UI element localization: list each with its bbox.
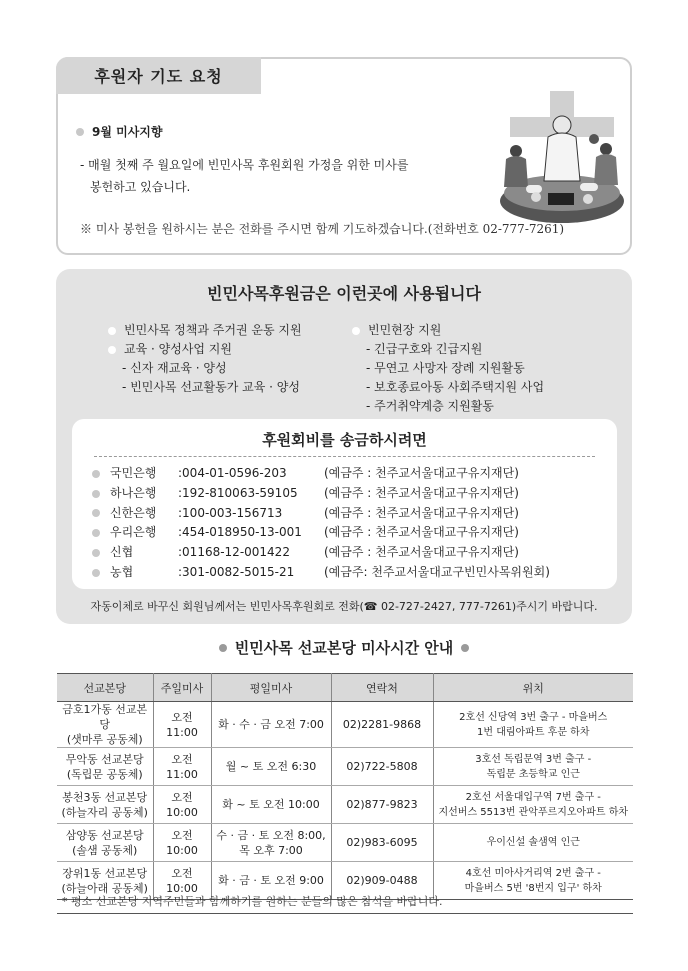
contact-cell: 02)722-5808 <box>331 748 433 786</box>
location-line: 2호선 신당역 3번 출구 - 마을버스 <box>459 711 608 723</box>
account-holder: (예금주 : 천주교서울대교구유지재단) <box>324 545 519 560</box>
parish-name: 삼양동 선교본당 <box>65 828 144 842</box>
usage-item <box>352 321 544 340</box>
account-number: :301-0082-5015-21 <box>178 564 295 579</box>
prayer-heading-text: 9월 미사지향 <box>92 125 163 139</box>
sunday-period: 오전 <box>171 710 193 724</box>
sunday-mass-cell <box>153 824 211 862</box>
prayer-note: ※ 미사 봉헌을 원하시는 분은 전화를 주시면 함께 기도하겠습니다.(전화번호 02-777-7261) <box>80 222 565 236</box>
schedule-title-text: 빈민사목 선교본당 미사시간 안내 <box>234 639 454 657</box>
dashed-divider <box>94 456 595 457</box>
sunday-mass-cell <box>153 748 211 786</box>
bullet-icon <box>76 128 84 136</box>
account-number: :004-01-0596-203 <box>178 466 287 480</box>
bank-name: 신협 <box>110 545 134 560</box>
column-header: 위치 <box>433 674 633 702</box>
usage-list-left <box>108 321 302 397</box>
usage-title: 빈민사목후원금은 이런곳에 사용됩니다 <box>207 284 481 303</box>
prayer-heading <box>76 123 163 140</box>
mass-schedule-table <box>57 673 633 900</box>
parish-name: 봉천3동 선교본당 <box>62 790 148 804</box>
weekday-time: 월 ~ 토 오전 6:30 <box>225 760 317 773</box>
bank-account-row <box>92 563 550 583</box>
bullet-icon <box>92 549 100 557</box>
location-line: 3호선 독립문역 3번 출구 - <box>475 753 592 765</box>
parish-cell <box>57 786 153 824</box>
prayer-body-line: - 매월 첫째 주 월요일에 빈민사목 후원회원 가정을 위한 미사를 <box>80 158 409 172</box>
usage-item-text: 빈민사목 정책과 주거권 운동 지원 <box>124 323 302 337</box>
bank-account-row <box>92 484 550 504</box>
table-row <box>57 702 633 748</box>
bank-account-row <box>92 523 550 543</box>
weekday-time: 화 ~ 토 오전 10:00 <box>222 798 320 811</box>
bullet-icon <box>92 529 100 537</box>
sunday-period: 오전 <box>171 790 193 804</box>
parish-community: (하늘아래 공동체) <box>61 881 148 895</box>
sunday-mass-cell <box>153 702 211 748</box>
parish-name: 금호1가동 선교본당 <box>62 703 148 731</box>
prayer-request-box <box>56 57 632 255</box>
weekday-time: 수 · 금 · 토 오전 8:00, <box>216 828 326 842</box>
weekday-time: 화 · 금 · 토 오전 9:00 <box>218 874 324 887</box>
column-header: 평일미사 <box>211 674 331 702</box>
contact-cell: 02)983-6095 <box>331 824 433 862</box>
sunday-time: 11:00 <box>166 767 198 781</box>
usage-subitem: - 긴급구호와 긴급지원 <box>366 342 483 356</box>
location-line: 독립문 초등학교 인근 <box>486 768 580 780</box>
weekday-mass-cell <box>211 786 331 824</box>
parish-community: (솔샘 공동체) <box>72 843 138 857</box>
account-number: :192-810063-59105 <box>178 485 298 500</box>
bank-name: 농협 <box>110 564 134 579</box>
usage-subitem: - 주거취약계층 지원활동 <box>366 399 494 413</box>
sunday-period: 오전 <box>171 866 193 880</box>
bank-name: 신한은행 <box>110 505 157 520</box>
prayer-body-line: 봉헌하고 있습니다. <box>90 180 191 194</box>
auto-transfer-notice: 자동이체로 바꾸신 회원님께서는 빈민사목후원회로 전화(☎ 02-727-2427, 777-7261)주시기 바랍니다. <box>90 600 598 613</box>
location-line: 마을버스 5번 '8번지 입구' 하차 <box>464 882 602 894</box>
bullet-icon <box>92 470 100 478</box>
weekday-mass-cell <box>211 824 331 862</box>
table-row <box>57 786 633 824</box>
location-cell <box>433 862 633 900</box>
bank-name: 우리은행 <box>110 525 157 540</box>
bank-account-row <box>92 504 550 524</box>
schedule-footnote: * 평소 선교본당 지역주민들과 함께하기를 원하는 분들의 많은 참석을 바랍니다. <box>62 895 443 908</box>
bullet-icon <box>219 644 227 652</box>
usage-item <box>108 321 302 340</box>
location-line: 1번 대림아파트 후문 하차 <box>477 726 590 738</box>
usage-subitem: - 빈민사목 선교활동가 교육 · 양성 <box>122 380 300 394</box>
column-header: 선교본당 <box>57 674 153 702</box>
table-row <box>57 748 633 786</box>
parish-community: (독립문 공동체) <box>66 767 143 781</box>
account-holder: (예금주 : 천주교서울대교구유지재단) <box>324 525 519 540</box>
account-number: :454-018950-13-001 <box>178 525 302 540</box>
bullet-icon <box>108 346 116 354</box>
sunday-time: 10:00 <box>166 881 198 895</box>
prayer-body <box>80 154 440 198</box>
weekday-mass-cell <box>211 748 331 786</box>
location-cell <box>433 702 633 748</box>
bank-account-list <box>92 464 550 583</box>
bank-account-row <box>92 543 550 563</box>
usage-list-right <box>352 321 544 416</box>
usage-subitem: - 신자 재교육 · 양성 <box>122 361 227 375</box>
table-header-row <box>57 674 633 702</box>
schedule-title <box>0 637 688 658</box>
parish-community: (샛마루 공동체) <box>66 733 143 746</box>
sunday-period: 오전 <box>171 828 193 842</box>
sunday-period: 오전 <box>171 752 193 766</box>
usage-subitem: - 무연고 사망자 장례 지원활동 <box>366 361 525 375</box>
account-holder: (예금주 : 천주교서울대교구유지재단) <box>324 485 519 500</box>
contact-cell: 02)2281-9868 <box>331 702 433 748</box>
remittance-box <box>72 419 617 589</box>
bank-name: 국민은행 <box>110 466 157 480</box>
bank-account-row <box>92 464 550 484</box>
contact-cell: 02)909-0488 <box>331 862 433 900</box>
prayer-tab-title: 후원자 기도 요청 <box>56 57 261 94</box>
footnote-divider <box>57 913 633 914</box>
usage-item-text: 빈민현장 지원 <box>368 323 442 337</box>
parish-name: 장위1동 선교본당 <box>62 866 148 880</box>
account-number: :01168-12-001422 <box>178 545 290 560</box>
parish-cell <box>57 702 153 748</box>
location-cell <box>433 748 633 786</box>
account-holder: (예금주 : 천주교서울대교구유지재단) <box>324 466 519 480</box>
location-cell <box>433 824 633 862</box>
column-header: 연락처 <box>331 674 433 702</box>
contact-cell: 02)877-9823 <box>331 786 433 824</box>
weekday-time: 목 오후 7:00 <box>239 843 303 857</box>
bullet-icon <box>92 490 100 498</box>
bullet-icon <box>92 509 100 517</box>
sunday-time: 10:00 <box>166 843 198 857</box>
weekday-mass-cell <box>211 702 331 748</box>
remittance-title: 후원회비를 송금하시려면 <box>262 431 427 449</box>
bank-name: 하나은행 <box>110 485 157 500</box>
column-header: 주일미사 <box>153 674 211 702</box>
bullet-icon <box>92 569 100 577</box>
sunday-mass-cell <box>153 786 211 824</box>
location-line: 지선버스 5513번 관악푸르지오아파트 하차 <box>438 806 629 818</box>
table-row <box>57 824 633 862</box>
location-line: 2호선 서울대입구역 7번 출구 - <box>465 791 601 803</box>
location-line: 우이신설 솔샘역 인근 <box>486 837 580 848</box>
parish-cell <box>57 824 153 862</box>
parish-cell <box>57 748 153 786</box>
parish-community: (하늘자리 공동체) <box>61 805 148 819</box>
sunday-time: 11:00 <box>166 725 198 739</box>
last-supper-illustration-icon <box>488 89 628 229</box>
usage-item-text: 교육 · 양성사업 지원 <box>124 342 232 356</box>
bullet-icon <box>108 327 116 335</box>
location-line: 4호선 미아사거리역 2번 출구 - <box>465 867 601 879</box>
location-cell <box>433 786 633 824</box>
account-holder: (예금주: 천주교서울대교구빈민사목위원회) <box>324 564 550 579</box>
usage-subitem: - 보호종료아동 사회주택지원 사업 <box>366 380 545 394</box>
sunday-time: 10:00 <box>166 805 198 819</box>
weekday-time: 화 · 수 · 금 오전 7:00 <box>218 718 324 731</box>
bullet-icon <box>352 327 360 335</box>
parish-name: 무악동 선교본당 <box>65 752 144 766</box>
bullet-icon <box>461 644 469 652</box>
usage-item <box>108 340 302 359</box>
donation-usage-box <box>56 269 632 624</box>
account-number: :100-003-156713 <box>178 505 283 520</box>
account-holder: (예금주 : 천주교서울대교구유지재단) <box>324 505 519 520</box>
